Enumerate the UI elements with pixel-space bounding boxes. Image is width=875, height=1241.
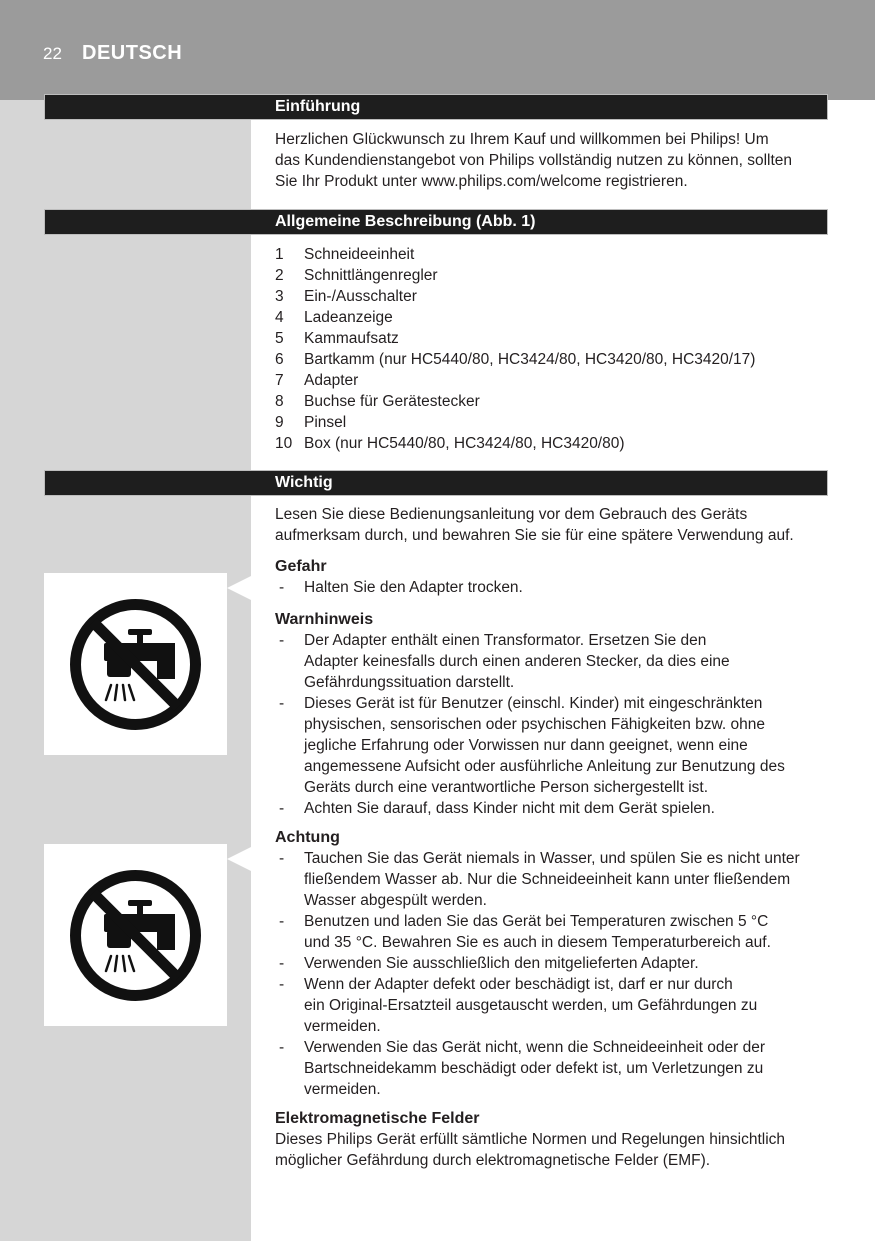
bullet-line: Gefährdungssituation darstellt. [304,674,515,691]
intro-line: Sie Ihr Produkt unter www.philips.com/welcome registrieren. [275,173,688,190]
bullet-line: - Achten Sie darauf, dass Kinder nicht mit dem Gerät spielen. [304,800,715,817]
item-label: Ein-/Ausschalter [304,288,417,305]
section-bar-description [44,209,828,235]
item-label: Pinsel [304,414,347,431]
important-intro-paragraph [275,504,830,546]
no-water-tap-icon [44,573,227,755]
emf-paragraph [275,1129,830,1171]
parts-list-item [275,370,755,391]
item-number: 1 [275,246,284,263]
danger-list [275,577,830,598]
item-label: Schnittlängenregler [304,267,438,284]
item-number: 7 [275,372,284,389]
page-number: 22 [43,44,62,63]
language-title: DEUTSCH [82,42,183,64]
bullet-line: vermeiden. [304,1018,381,1035]
parts-list-item [275,307,755,328]
caution-bullet [275,848,830,911]
bullet-line: und 35 °C. Bewahren Sie es auch in diesem Temperaturbereich auf. [304,934,771,951]
no-water-tap-icon [44,844,227,1026]
parts-list-item [275,433,755,454]
emf-line: Dieses Philips Gerät erfüllt sämtliche Normen und Regelungen hinsichtlich [275,1131,786,1148]
intro-line: das Kundendienstangebot von Philips vollständig nutzen zu können, sollten [275,152,793,169]
bullet-line: Geräts durch eine verantwortliche Person sichergestellt ist. [304,779,709,796]
danger-heading: Gefahr [275,558,327,575]
caution-heading: Achtung [275,829,340,846]
item-label: Bartkamm (nur HC5440/80, HC3424/80, HC3420/80, HC3420/17) [304,351,756,368]
warning-list [275,630,830,819]
intro-paragraph [275,129,830,192]
item-label: Kammaufsatz [304,330,399,347]
danger-bullet [275,577,830,598]
icon-pointer [227,847,251,871]
warning-heading: Warnhinweis [275,611,374,628]
bullet-line: - Verwenden Sie das Gerät nicht, wenn die Schneideeinheit oder der [304,1039,765,1056]
section-bar-intro [44,94,828,120]
parts-list [275,244,755,454]
warning-bullet [275,630,830,693]
bullet-line: Adapter keinesfalls durch einen anderen Stecker, da dies eine [304,653,730,670]
warning-bullet [275,798,830,819]
parts-list-item [275,328,755,349]
section-title-intro: Einführung [275,98,361,115]
section-bar-important [44,470,828,496]
bullet-line: Bartschneidekamm beschädigt oder defekt ist, um Verletzungen zu [304,1060,764,1077]
item-label: Buchse für Gerätestecker [304,393,480,410]
item-number: 10 [275,435,293,452]
parts-list-item [275,349,755,370]
parts-list-item [275,391,755,412]
bullet-line: jegliche Erfahrung oder Vorwissen nur dann geeignet, wenn eine [304,737,748,754]
important-intro-line: Lesen Sie diese Bedienungsanleitung vor dem Gebrauch des Geräts [275,506,748,523]
emf-line: möglicher Gefährdung durch elektromagnetische Felder (EMF). [275,1152,711,1169]
important-intro-line: aufmerksam durch, und bewahren Sie sie für eine spätere Verwendung auf. [275,527,794,544]
item-number: 3 [275,288,284,305]
bullet-line: vermeiden. [304,1081,381,1098]
caution-bullet [275,974,830,1037]
caution-bullet [275,953,830,974]
icon-pointer [227,576,251,600]
item-label: Adapter [304,372,359,389]
intro-line: Herzlichen Glückwunsch zu Ihrem Kauf und willkommen bei Philips! Um [275,131,769,148]
parts-list-item [275,412,755,433]
bullet-line: ein Original-Ersatzteil ausgetauscht werden, um Gefährdungen zu [304,997,758,1014]
parts-list-item [275,265,755,286]
bullet-line: angemessene Aufsicht oder ausführliche Anleitung zur Benutzung des [304,758,785,775]
bullet-line: fließendem Wasser ab. Nur die Schneideeinheit kann unter fließendem [304,871,791,888]
item-number: 6 [275,351,284,368]
item-number: 9 [275,414,284,431]
caution-bullet [275,911,830,953]
bullet-line: - Benutzen und laden Sie das Gerät bei Temperaturen zwischen 5 °C [304,913,769,930]
parts-list-item [275,244,755,265]
section-title-description: Allgemeine Beschreibung (Abb. 1) [275,213,536,230]
item-number: 8 [275,393,284,410]
bullet-line: physischen, sensorischen oder psychischen Fähigkeiten bzw. ohne [304,716,765,733]
item-number: 4 [275,309,284,326]
item-number: 2 [275,267,284,284]
bullet-line: Wasser abgespült werden. [304,892,487,909]
section-title-important: Wichtig [275,474,333,491]
parts-list-item [275,286,755,307]
bullet-line: - Dieses Gerät ist für Benutzer (einschl. Kinder) mit eingeschränkten [304,695,763,712]
bullet-line: - Verwenden Sie ausschließlich den mitgelieferten Adapter. [304,955,699,972]
caution-list [275,848,830,1100]
item-number: 5 [275,330,284,347]
bullet-line: - Tauchen Sie das Gerät niemals in Wasser, und spülen Sie es nicht unter [304,850,800,867]
item-label: Schneideeinheit [304,246,415,263]
bullet-line: - Halten Sie den Adapter trocken. [304,579,523,596]
bullet-line: - Der Adapter enthält einen Transformator. Ersetzen Sie den [304,632,707,649]
caution-bullet [275,1037,830,1100]
bullet-line: - Wenn der Adapter defekt oder beschädigt ist, darf er nur durch [304,976,733,993]
warning-bullet [275,693,830,798]
item-label: Box (nur HC5440/80, HC3424/80, HC3420/80) [304,435,625,452]
item-label: Ladeanzeige [304,309,393,326]
emf-heading: Elektromagnetische Felder [275,1110,480,1127]
